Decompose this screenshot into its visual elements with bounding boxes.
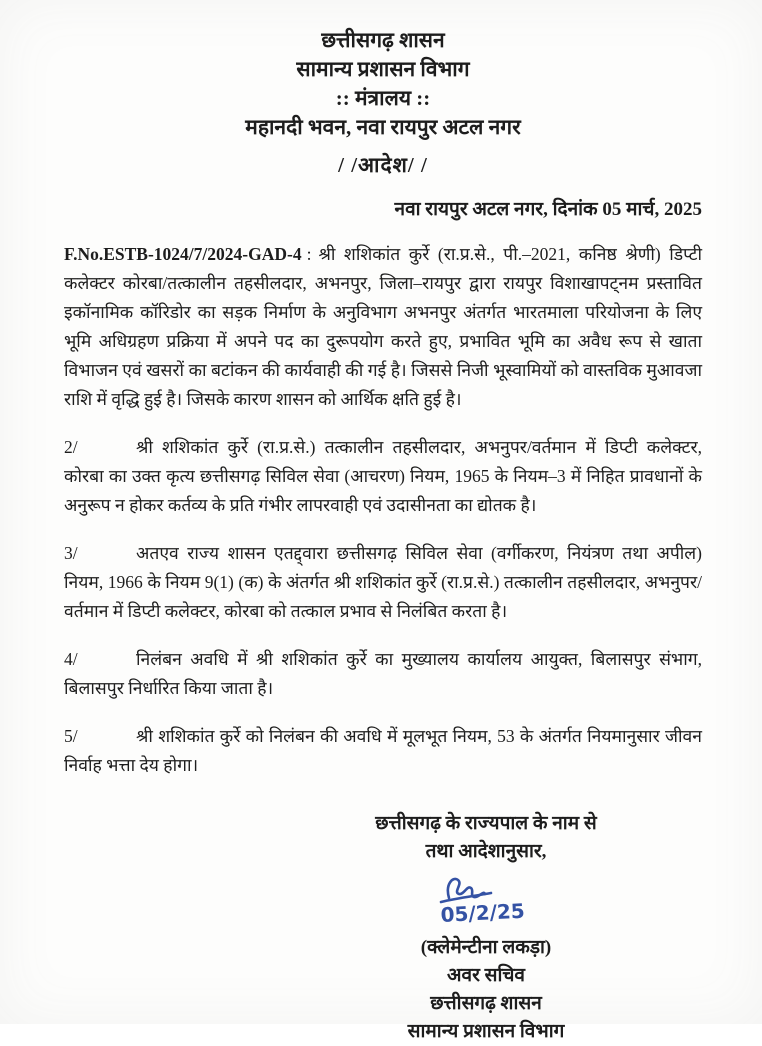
- paragraph-1: [64, 240, 702, 414]
- signatory-department: सामान्य प्रशासन विभाग: [407, 1021, 565, 1042]
- signature-block: [310, 810, 662, 1046]
- paragraph-3-text: अतएव राज्य शासन एतद्द्वारा छत्तीसगढ़ सिविल सेवा (वर्गीकरण, नियंत्रण तथा अपील) नियम, 1966 के नियम 9(1) (क) के अंतर्गत श्री शशिकांत कुर्रे (रा.प्र.से.) तत्कालीन तहसीलदार, अभनुपर/वर्तमान में डिप्टी कलेक्टर, कोरबा को तत्काल प्रभाव से निलंबित करता है।: [64, 543, 702, 621]
- order-title: / /आदेश/ /: [338, 153, 428, 177]
- paragraph-3: [64, 539, 702, 626]
- file-number-separator: :: [306, 244, 312, 264]
- paragraph-4-text: निलंबन अवधि में श्री शशिकांत कुर्रे का मुख्यालय कार्यालय आयुक्त, बिलासपुर संभाग, बिलासपुर निर्धारित किया जाता है।: [64, 649, 702, 698]
- document-header: [64, 26, 702, 180]
- handwritten-signature: [310, 872, 662, 934]
- place-date-line: नवा रायपुर अटल नगर, दिनांक 05 मार्च, 2025: [394, 199, 702, 220]
- signatory-designation: अवर सचिव: [447, 965, 525, 986]
- paragraph-5: [64, 722, 702, 780]
- paragraph-2: [64, 433, 702, 520]
- authority-line-2: तथा आदेशानुसार,: [425, 841, 547, 862]
- paragraph-4: [64, 645, 702, 703]
- paragraph-3-number: 3/: [64, 543, 78, 563]
- paragraph-5-text: श्री शशिकांत कुर्रे को निलंबन की अवधि में मूलभूत नियम, 53 के अंतर्गत नियमानुसार जीवन निर्वाह भत्ता देय होगा।: [64, 726, 702, 775]
- paragraph-1-text: श्री शशिकांत कुर्रे (रा.प्र.से., पी.–2021, कनिष्ठ श्रेणी) डिप्टी कलेक्टर कोरबा/तत्कालीन तहसीलदार, अभनपुर, जिला–रायपुर द्वारा रायपुर विशाखापट्नम प्रस्तावित इकॉनामिक कॉरिडोर का सड़क निर्माण के अनुविभाग अभनपुर अंतर्गत भारतमाला परियोजना के लिए भूमि अधिग्रहण प्रक्रिया में अपने पद का दुरूपयोग करते हुए, प्रभावित भूमि का अवैध रूप से खाता विभाजन एवं खसरों का बटांकन की कार्यवाही की गई है। जिससे निजी भूस्वामियों को वास्तविक मुआवजा राशि में वृद्धि हुई है। जिसके कारण शासन को आर्थिक क्षति हुई है।: [64, 244, 702, 409]
- signature-scribble-icon: [397, 872, 547, 934]
- authority-line-1: छत्तीसगढ़ के राज्यपाल के नाम से: [375, 813, 597, 834]
- paragraph-2-number: 2/: [64, 437, 78, 457]
- signatory-government: छत्तीसगढ़ शासन: [430, 993, 542, 1014]
- file-number: F.No.ESTB-1024/7/2024-GAD-4: [64, 244, 302, 264]
- ministry-label: :: मंत्रालय ::: [335, 86, 431, 110]
- paragraph-5-number: 5/: [64, 726, 78, 746]
- department-name: सामान्य प्रशासन विभाग: [296, 57, 470, 81]
- order-body: [64, 240, 702, 780]
- address-line: महानदी भवन, नवा रायपुर अटल नगर: [245, 115, 521, 139]
- handwritten-date: 05/2/25: [440, 898, 526, 927]
- paragraph-4-number: 4/: [64, 649, 78, 669]
- government-name: छत्तीसगढ़ शासन: [321, 28, 445, 52]
- signatory-name: (क्लेमेन्टीना लकड़ा): [420, 937, 552, 958]
- paragraph-2-text: श्री शशिकांत कुर्रे (रा.प्र.से.) तत्कालीन तहसीलदार, अभनुपर/वर्तमान में डिप्टी कलेक्टर, कोरबा का उक्त कृत्य छत्तीसगढ़ सिविल सेवा (आचरण) नियम, 1965 के नियम–3 में निहित प्रावधानों के अनुरूप न होकर कर्तव्य के प्रति गंभीर लापरवाही एवं उदासीनता का द्योतक है।: [64, 437, 702, 515]
